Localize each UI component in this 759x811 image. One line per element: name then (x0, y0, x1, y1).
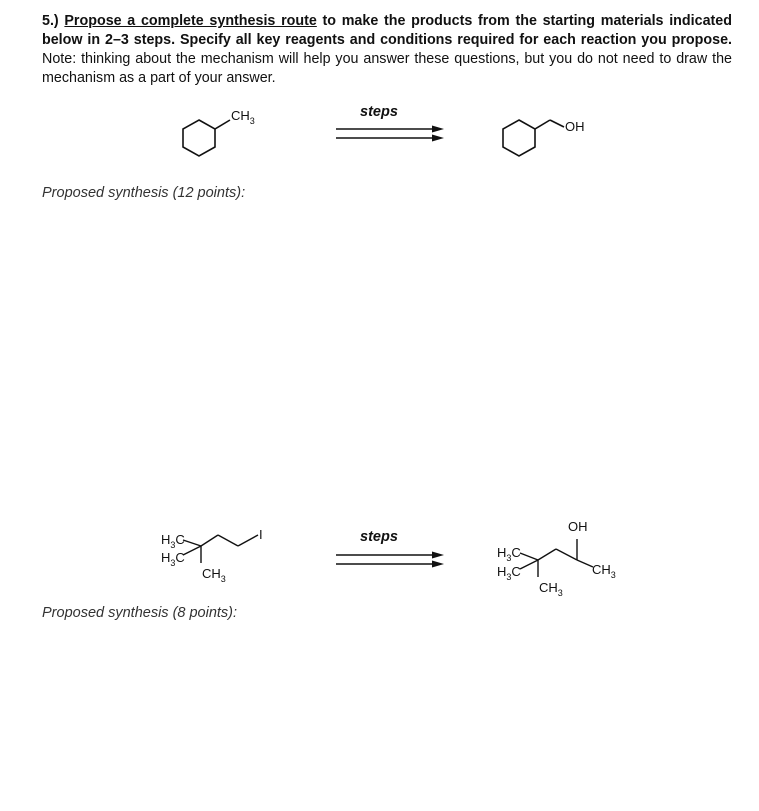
part2-start-methyl-1: $H_3C$ (161, 532, 185, 550)
part2-product-methyl-2: $H_3C$ (497, 564, 521, 582)
part1-product (490, 100, 630, 170)
part2-product-methyl-1: $H_3C$ (497, 545, 521, 563)
part2-product-methyl-3: $CH_3$ (539, 580, 563, 598)
question-number: 5.) (42, 13, 59, 29)
part1-answer-label: Proposed synthesis (12 points): (42, 185, 246, 201)
part1-product-hydroxyl-label: OH (565, 119, 585, 134)
part1-start-methyl-label: $CH_3$ (231, 108, 255, 126)
question-text (42, 12, 732, 88)
part1-arrow-label: steps (360, 104, 398, 120)
part2-product-hydroxyl: OH (568, 519, 588, 534)
part2-answer-label: Proposed synthesis (8 points): (42, 605, 238, 621)
part1-reaction-arrow (336, 124, 446, 144)
part2-starting-material (158, 527, 308, 590)
part2-arrow-label: steps (360, 529, 398, 545)
part2-product (495, 515, 625, 605)
part2-product-methyl-4: $CH_3$ (592, 562, 616, 580)
question-body: to make the products from the starting materials indicated below in 2–3 steps. Specify all key reagents and conditions required for each reaction you propose. (42, 13, 732, 48)
part1-starting-material (170, 100, 290, 170)
question-instruction: Propose a complete synthesis route (64, 13, 317, 29)
part2-start-methyl-2: $H_3C$ (161, 550, 185, 568)
part2-reaction-arrow (336, 550, 446, 570)
part2-start-iodide: I (259, 527, 263, 542)
part2-start-methyl-3: $CH_3$ (202, 566, 226, 584)
question-note: Note: thinking about the mechanism will help you answer these questions, but you do not need to draw the mechanism as a part of your answer. (42, 51, 732, 86)
